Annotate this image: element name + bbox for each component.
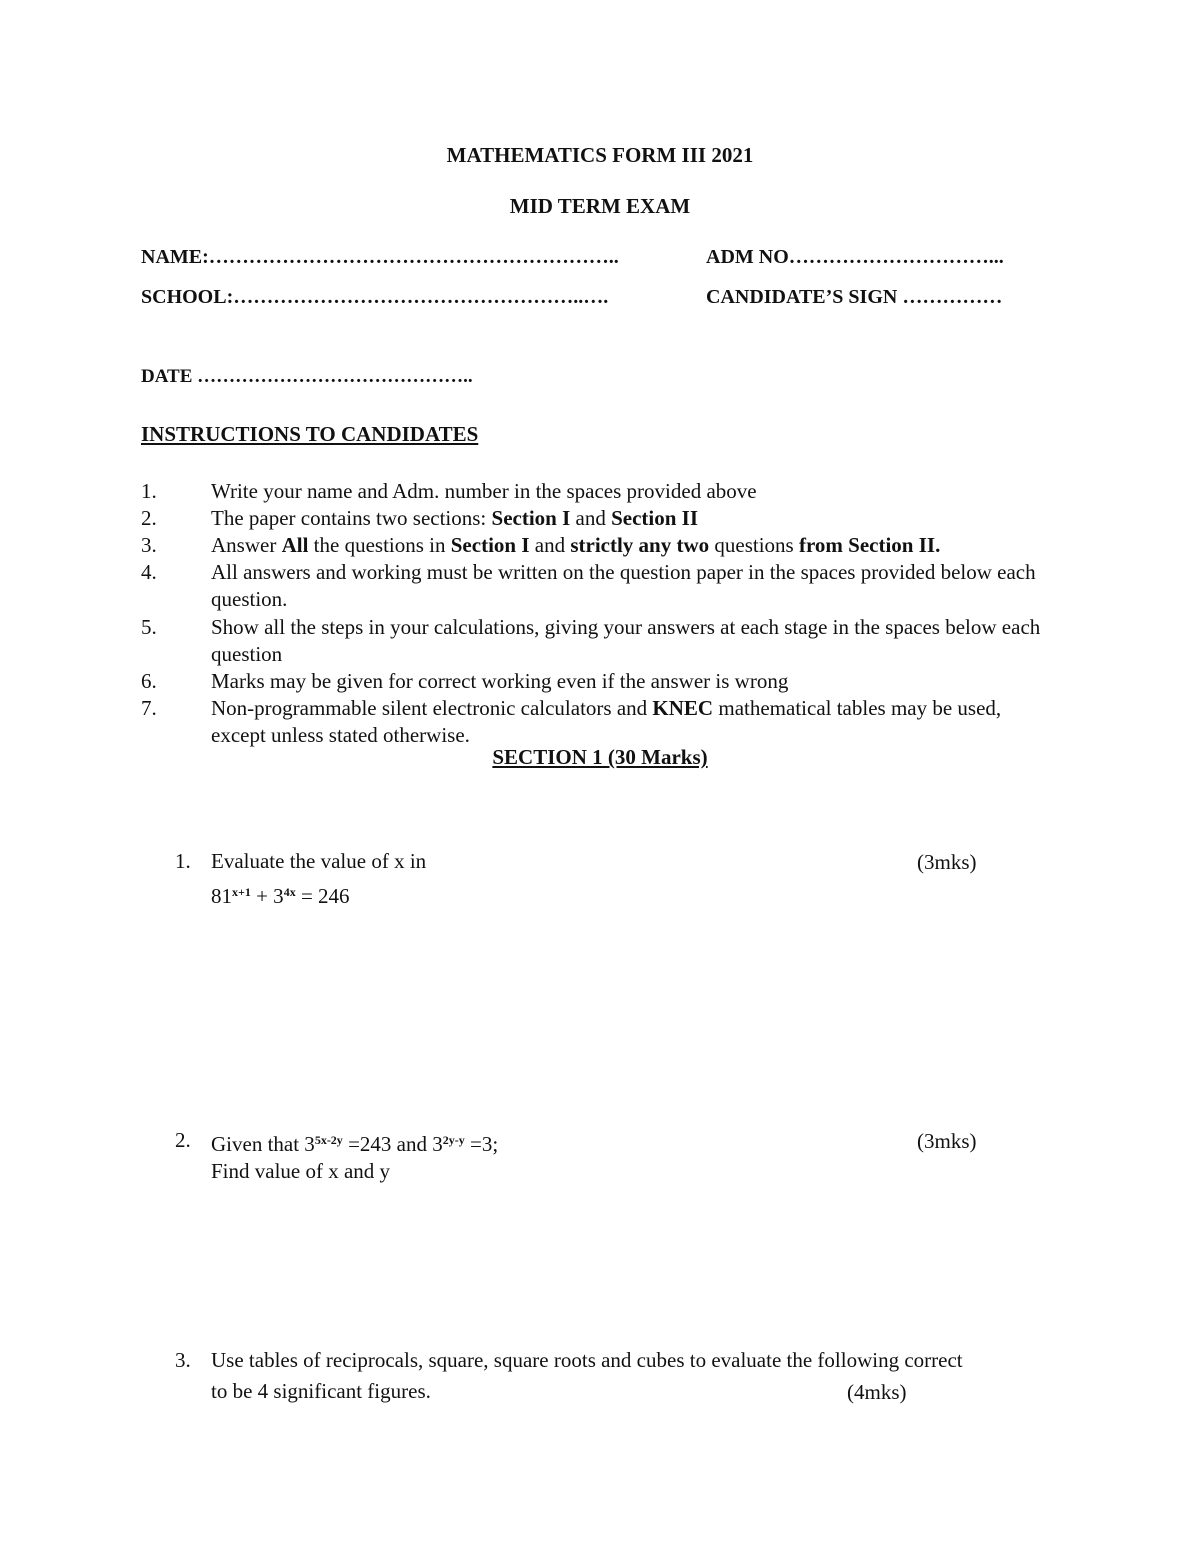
question-1-marks: (3mks) [917,850,977,874]
instruction-number: 6. [141,669,157,693]
exam-subtitle: MID TERM EXAM [509,194,691,218]
instruction-item [141,505,1041,532]
question-number: 1. [175,849,191,873]
instruction-number: 5. [141,615,157,639]
instruction-number: 3. [141,533,157,557]
question-text: Use tables of reciprocals, square, square roots and cubes to evaluate the following correct [211,1348,963,1372]
question-number: 3. [175,1348,191,1372]
question-number: 2. [175,1128,191,1152]
instruction-number: 1. [141,479,157,503]
question-2-marks: (3mks) [917,1129,977,1153]
name-field: NAME:…………………………………………………….. [141,246,619,268]
question-text-line2: to be 4 significant figures. [211,1379,431,1403]
instruction-text: Marks may be given for correct working even if the answer is wrong [211,669,789,693]
instructions-heading: INSTRUCTIONS TO CANDIDATES [141,422,479,446]
question-text: Given that $3^{5x-2y} =243$ and $3^{2y-y} =3$; [211,1132,499,1156]
question-3-marks: (4mks) [847,1380,907,1404]
instruction-text: Write your name and Adm. number in the spaces provided above [211,479,757,503]
instruction-text: Non-programmable silent electronic calculators and KNEC mathematical tables may be used, except unless stated otherwise. [211,696,1002,747]
instruction-item [141,532,1041,559]
candidate-sign-field: CANDIDATE’S SIGN …………… [706,286,1003,308]
question-equation: $81^{x+1} + 3^{4x} = 246$ [211,884,350,908]
section-title: SECTION 1 (30 Marks) [492,745,708,769]
question-3 [0,1345,1200,1415]
school-field: SCHOOL:……………………………………………..…. [141,286,609,308]
instruction-text: Show all the steps in your calculations, giving your answers at each stage in the spaces below each question [211,615,1041,666]
instruction-item [141,614,1041,668]
adm-no-field: ADM NO…………………………... [706,246,1004,268]
instruction-number: 4. [141,560,157,584]
question-text: Evaluate the value of x in [211,849,427,873]
date-field: DATE …………………………………….. [141,366,473,387]
instruction-text: The paper contains two sections: Section I and Section II [211,506,699,530]
question-2 [0,1125,1200,1195]
instruction-item [141,668,1041,695]
instruction-item [141,695,1041,749]
instruction-item [141,559,1041,613]
question-1 [0,846,1200,916]
question-text-line2: Find value of x and y [211,1159,391,1183]
instruction-item [141,478,1041,505]
exam-title: MATHEMATICS FORM III 2021 [446,143,754,167]
instruction-text: Answer All the questions in Section I and strictly any two questions from Section II. [211,533,941,557]
instruction-number: 2. [141,506,157,530]
instruction-number: 7. [141,696,157,720]
instruction-text: All answers and working must be written on the question paper in the spaces provided below each question. [211,560,1036,611]
